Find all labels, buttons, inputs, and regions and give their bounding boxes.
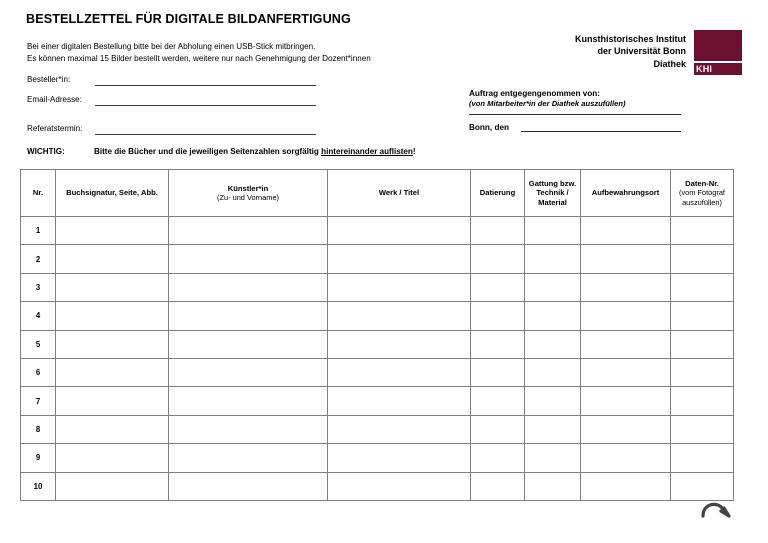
notice-text-after: ! (412, 147, 416, 156)
cell-aufbewahrungsort[interactable] (581, 302, 671, 330)
cell-gattung[interactable] (525, 217, 581, 245)
cell-kuenstler[interactable] (169, 245, 328, 273)
cell-daten-nr[interactable] (671, 387, 734, 415)
cell-nr: 3 (21, 273, 56, 301)
cell-aufbewahrungsort[interactable] (581, 245, 671, 273)
cell-nr: 6 (21, 358, 56, 386)
cell-werk[interactable] (328, 415, 471, 443)
khi-logo-text: KHI (696, 64, 713, 74)
cell-datierung[interactable] (471, 217, 525, 245)
cell-daten-nr[interactable] (671, 358, 734, 386)
cell-datierung[interactable] (471, 302, 525, 330)
cell-werk[interactable] (328, 245, 471, 273)
cell-buchsignatur[interactable] (56, 415, 169, 443)
cell-aufbewahrungsort[interactable] (581, 444, 671, 472)
cell-buchsignatur[interactable] (56, 472, 169, 500)
khi-logo (694, 30, 742, 75)
order-table (20, 169, 734, 501)
table-row (21, 245, 734, 273)
staff-form-subtitle: (von Mitarbeiter*in der Diathek auszufüllen) (469, 99, 626, 108)
cell-daten-nr[interactable] (671, 330, 734, 358)
column-header-daten-nr-label: Daten-Nr. (685, 178, 719, 188)
cell-aufbewahrungsort[interactable] (581, 387, 671, 415)
cell-kuenstler[interactable] (169, 302, 328, 330)
cell-buchsignatur[interactable] (56, 302, 169, 330)
cell-gattung[interactable] (525, 273, 581, 301)
notice-text-underlined: hintereinander auflisten (321, 147, 413, 156)
column-header-buchsignatur (56, 170, 169, 217)
cell-aufbewahrungsort[interactable] (581, 330, 671, 358)
cell-datierung[interactable] (471, 245, 525, 273)
cell-datierung[interactable] (471, 358, 525, 386)
cell-buchsignatur[interactable] (56, 444, 169, 472)
field-label-besteller: Besteller*in: (27, 75, 71, 84)
cell-aufbewahrungsort[interactable] (581, 273, 671, 301)
cell-buchsignatur[interactable] (56, 358, 169, 386)
table-row (21, 302, 734, 330)
cell-nr: 5 (21, 330, 56, 358)
institute-line-1: Kunsthistorisches Institut (574, 34, 686, 44)
cell-aufbewahrungsort[interactable] (581, 472, 671, 500)
staff-form-title: Auftrag entgegengenommen von: (469, 89, 601, 98)
cell-gattung[interactable] (525, 245, 581, 273)
staff-signature-line[interactable] (469, 114, 681, 115)
table-row (21, 273, 734, 301)
cell-nr: 7 (21, 387, 56, 415)
field-label-email: Email-Adresse: (27, 95, 82, 104)
intro-paragraph (27, 41, 371, 64)
cell-buchsignatur[interactable] (56, 330, 169, 358)
cell-gattung[interactable] (525, 472, 581, 500)
cell-werk[interactable] (328, 358, 471, 386)
cell-kuenstler[interactable] (169, 387, 328, 415)
table-header-row (21, 170, 734, 217)
column-header-daten-nr (671, 170, 734, 217)
cell-aufbewahrungsort[interactable] (581, 217, 671, 245)
requester-form (27, 75, 357, 144)
institute-name (575, 33, 686, 70)
cell-werk[interactable] (328, 330, 471, 358)
column-header-kuenstler-label: Künstler*in (227, 183, 269, 193)
table-row (21, 444, 734, 472)
cell-nr: 10 (21, 472, 56, 500)
cell-gattung[interactable] (525, 415, 581, 443)
cell-datierung[interactable] (471, 330, 525, 358)
field-line-referatstermin[interactable] (95, 134, 316, 135)
cell-datierung[interactable] (471, 415, 525, 443)
table-row (21, 217, 734, 245)
cell-buchsignatur[interactable] (56, 217, 169, 245)
column-header-daten-nr-sub: (vom Fotograf auszufüllen) (678, 188, 725, 207)
column-header-datierung (471, 170, 525, 217)
cell-kuenstler[interactable] (169, 444, 328, 472)
table-row (21, 387, 734, 415)
cell-kuenstler[interactable] (169, 358, 328, 386)
cell-gattung[interactable] (525, 387, 581, 415)
column-header-datierung-label: Datierung (479, 188, 516, 198)
cell-gattung[interactable] (525, 330, 581, 358)
table-row (21, 358, 734, 386)
page-title: BESTELLZETTEL FÜR DIGITALE BILDANFERTIGUNG (26, 12, 351, 26)
khi-logo-block (694, 30, 742, 61)
column-header-werk (328, 170, 471, 217)
cell-datierung[interactable] (471, 273, 525, 301)
cell-gattung[interactable] (525, 444, 581, 472)
cell-daten-nr[interactable] (671, 444, 734, 472)
intro-line-1: Bei einer digitalen Bestellung bitte bei der Abholung einen USB-Stick mitbringen. (27, 42, 316, 51)
column-header-kuenstler-sub: (Zu- und Vorname) (216, 193, 280, 202)
column-header-werk-label: Werk / Titel (378, 188, 420, 198)
field-label-referatstermin: Referatstermin: (27, 124, 83, 133)
institute-line-3: Diathek (653, 58, 686, 69)
field-line-email[interactable] (95, 105, 316, 106)
field-besteller (27, 75, 357, 95)
cell-gattung[interactable] (525, 358, 581, 386)
column-header-gattung (525, 170, 581, 217)
cell-werk[interactable] (328, 444, 471, 472)
cell-datierung[interactable] (471, 444, 525, 472)
cell-datierung[interactable] (471, 472, 525, 500)
cell-werk[interactable] (328, 302, 471, 330)
cell-daten-nr[interactable] (671, 415, 734, 443)
cell-nr: 8 (21, 415, 56, 443)
column-header-nr-label: Nr. (32, 188, 44, 198)
column-header-nr (21, 170, 56, 217)
cell-buchsignatur[interactable] (56, 245, 169, 273)
column-header-aufbewahrungsort-label: Aufbewahrungsort (591, 188, 660, 198)
column-header-buchsignatur-label: Buchsignatur, Seite, Abb. (66, 188, 158, 198)
staff-form (469, 89, 709, 132)
cell-kuenstler[interactable] (169, 273, 328, 301)
notice-label: WICHTIG: (27, 147, 65, 156)
cell-daten-nr[interactable] (671, 217, 734, 245)
table-row (21, 330, 734, 358)
cell-aufbewahrungsort[interactable] (581, 415, 671, 443)
cell-daten-nr[interactable] (671, 302, 734, 330)
table-body (21, 217, 734, 501)
cell-kuenstler[interactable] (169, 217, 328, 245)
intro-line-2: Es können maximal 15 Bilder bestellt werden, weitere nur nach Genehmigung der Dozent*innen (27, 53, 371, 63)
cell-daten-nr[interactable] (671, 273, 734, 301)
field-line-besteller[interactable] (95, 85, 316, 86)
cell-buchsignatur[interactable] (56, 273, 169, 301)
cell-buchsignatur[interactable] (56, 387, 169, 415)
cell-kuenstler[interactable] (169, 330, 328, 358)
bonn-date-label: Bonn, den (469, 123, 510, 132)
arch-mark-icon (699, 492, 737, 520)
cell-nr: 1 (21, 217, 56, 245)
column-header-gattung-label: Gattung bzw. Technik / Material (528, 178, 577, 207)
cell-werk[interactable] (328, 387, 471, 415)
cell-werk[interactable] (328, 273, 471, 301)
cell-nr: 2 (21, 245, 56, 273)
column-header-kuenstler (169, 170, 328, 217)
cell-nr: 4 (21, 302, 56, 330)
cell-nr: 9 (21, 444, 56, 472)
cell-datierung[interactable] (471, 387, 525, 415)
cell-daten-nr[interactable] (671, 245, 734, 273)
institute-line-2: der Universität Bonn (597, 46, 686, 57)
cell-gattung[interactable] (525, 302, 581, 330)
table-row (21, 415, 734, 443)
cell-kuenstler[interactable] (169, 415, 328, 443)
important-notice (27, 147, 416, 156)
cell-kuenstler[interactable] (169, 472, 328, 500)
column-header-aufbewahrungsort (581, 170, 671, 217)
cell-werk[interactable] (328, 472, 471, 500)
cell-aufbewahrungsort[interactable] (581, 358, 671, 386)
table-row (21, 472, 734, 500)
bonn-date-line[interactable] (521, 131, 681, 132)
notice-text-before: Bitte die Bücher und die jeweiligen Seitenzahlen sorgfältig (94, 147, 322, 156)
cell-werk[interactable] (328, 217, 471, 245)
field-email (27, 95, 357, 115)
field-referatstermin (27, 124, 357, 144)
